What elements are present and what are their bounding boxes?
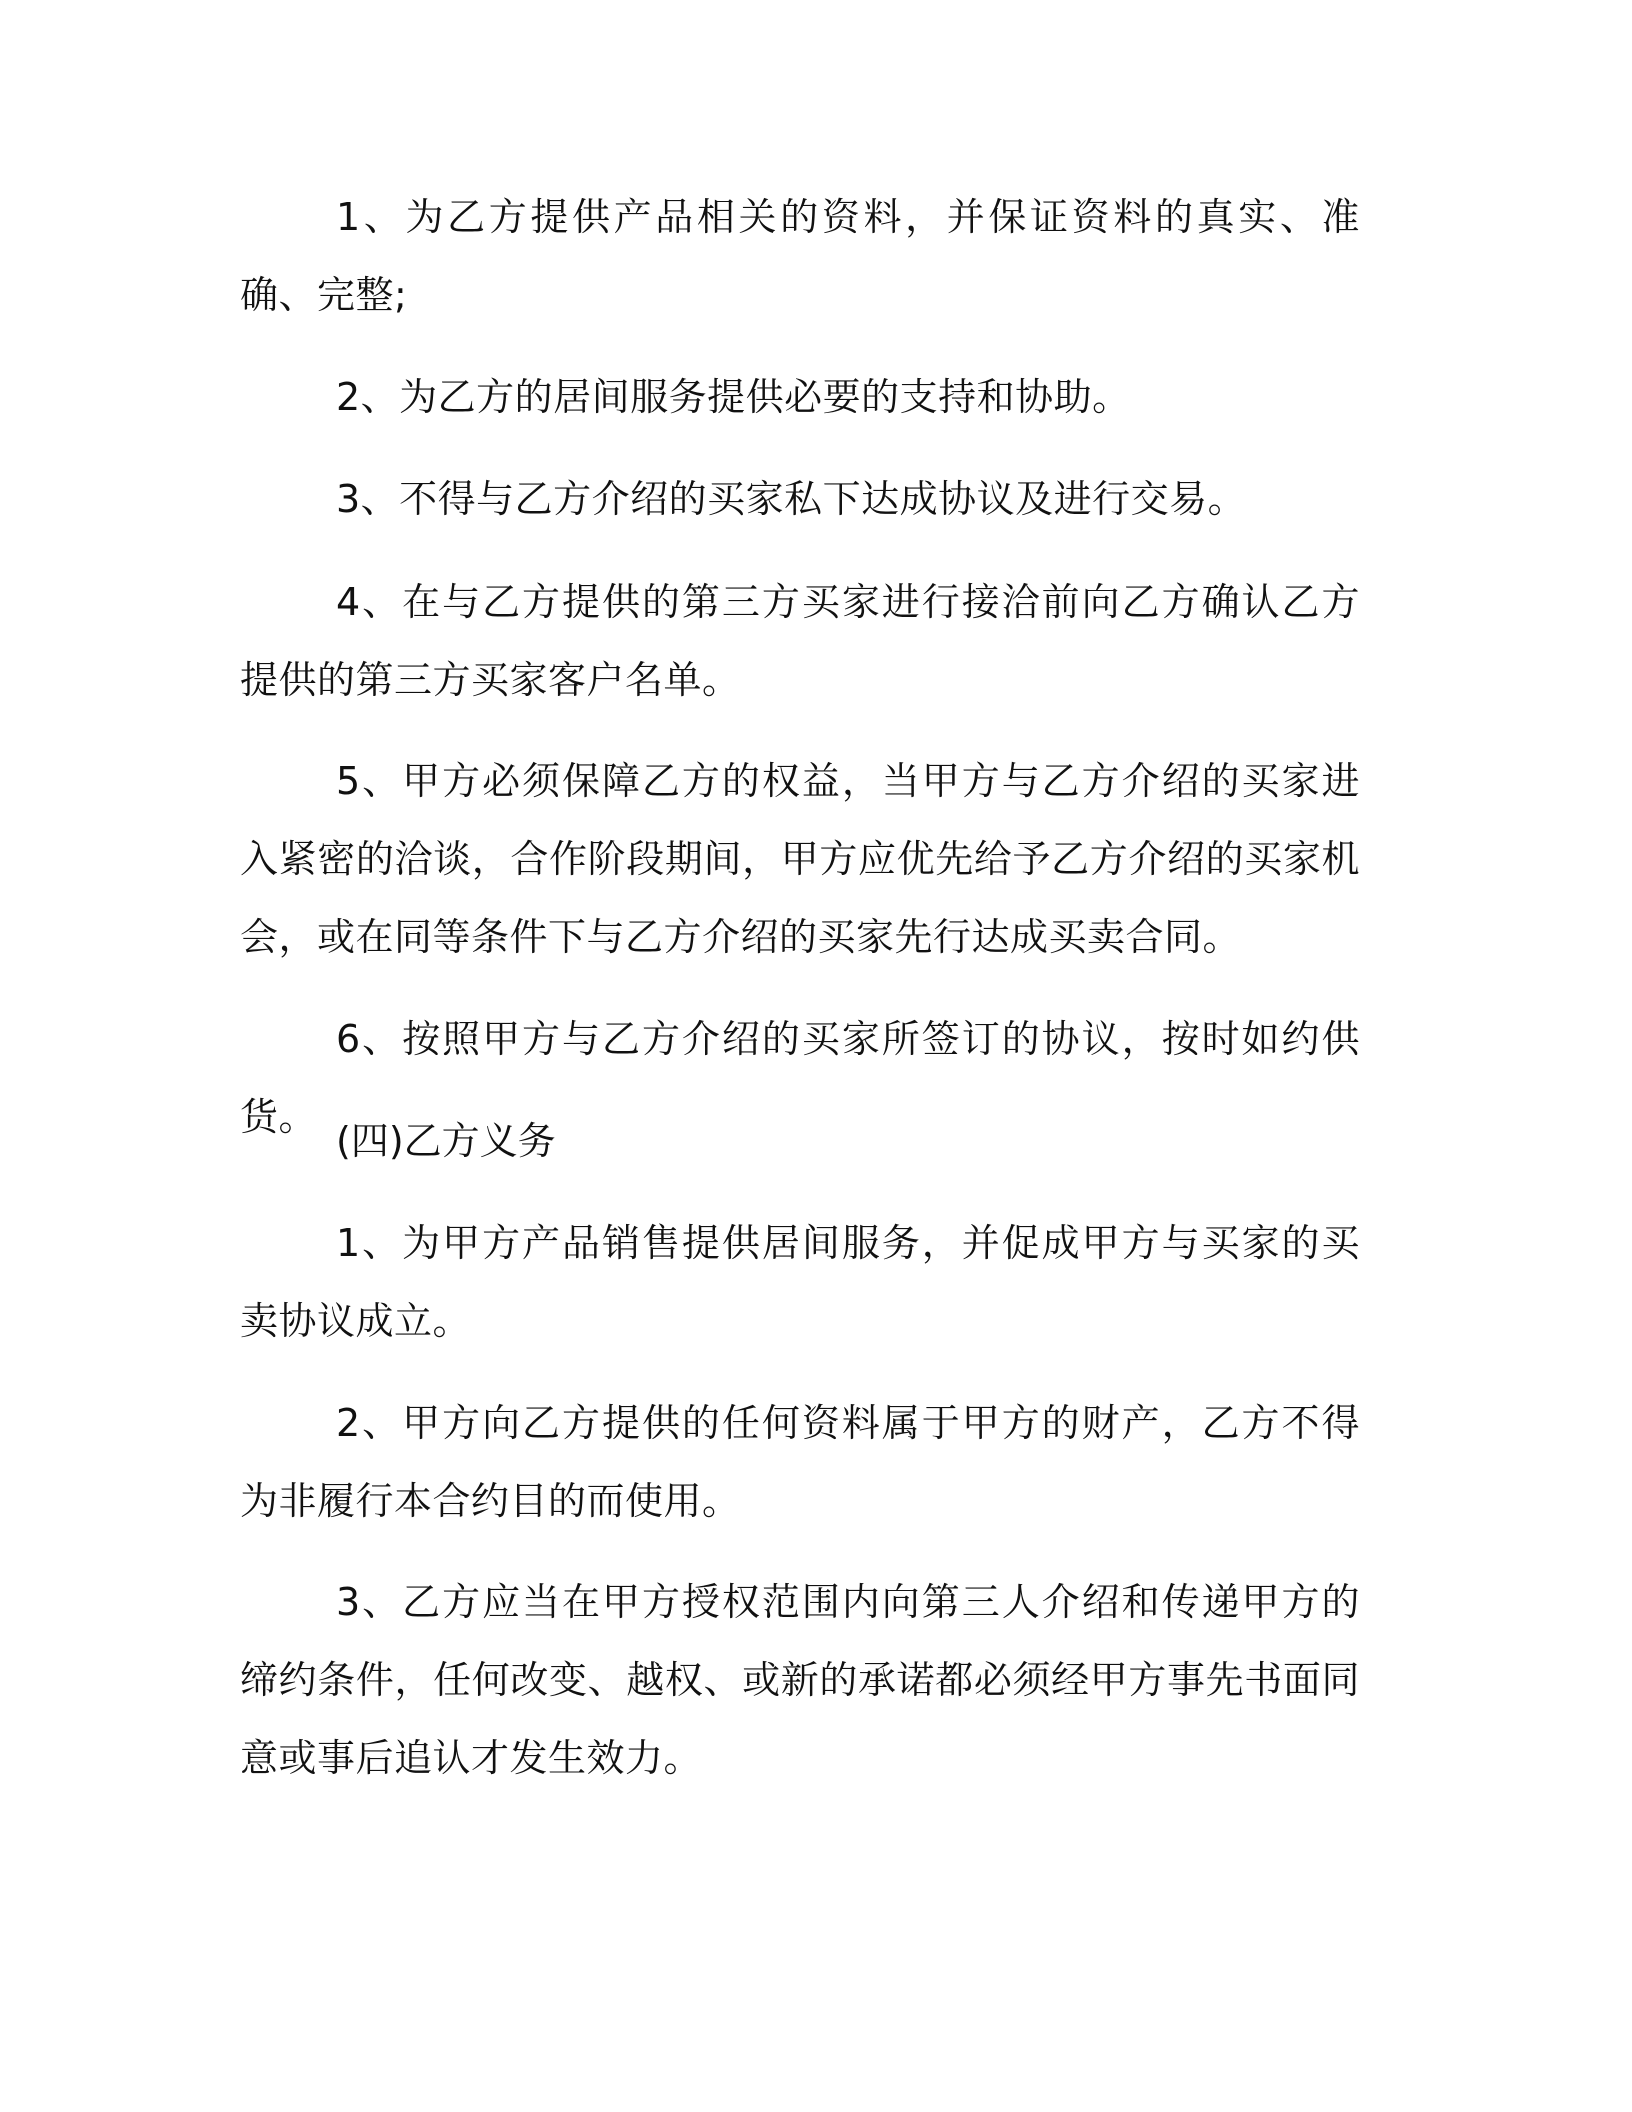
party-a-obligation-3: 3、不得与乙方介绍的买家私下达成协议及进行交易。 [336, 477, 1247, 521]
party-b-obligation-3: 3、乙方应当在甲方授权范围内向第三人介绍和传递甲方的缔约条件，任何改变、越权、或新的承诺都必须经甲方事先书面同意或事后追认才发生效力。 [240, 1580, 1360, 1780]
section-heading-party-b-obligations: (四)乙方义务 [336, 1119, 556, 1163]
party-b-obligation-1: 1、为甲方产品销售提供居间服务，并促成甲方与买家的买卖协议成立。 [240, 1221, 1360, 1343]
party-a-obligation-6: 6、按照甲方与乙方介绍的买家所签订的协议，按时如约供货。 [240, 1017, 1360, 1139]
party-a-obligation-5: 5、甲方必须保障乙方的权益，当甲方与乙方介绍的买家进入紧密的洽谈，合作阶段期间，甲方应优先给予乙方介绍的买家机会，或在同等条件下与乙方介绍的买家先行达成买卖合同。 [240, 759, 1360, 959]
party-a-obligation-2: 2、为乙方的居间服务提供必要的支持和协助。 [336, 375, 1131, 419]
party-a-obligation-4: 4、在与乙方提供的第三方买家进行接洽前向乙方确认乙方提供的第三方买家客户名单。 [240, 580, 1360, 702]
party-a-obligation-1: 1、为乙方提供产品相关的资料，并保证资料的真实、准确、完整; [240, 195, 1360, 317]
party-b-obligation-2: 2、甲方向乙方提供的任何资料属于甲方的财产，乙方不得为非履行本合约目的而使用。 [240, 1401, 1360, 1523]
